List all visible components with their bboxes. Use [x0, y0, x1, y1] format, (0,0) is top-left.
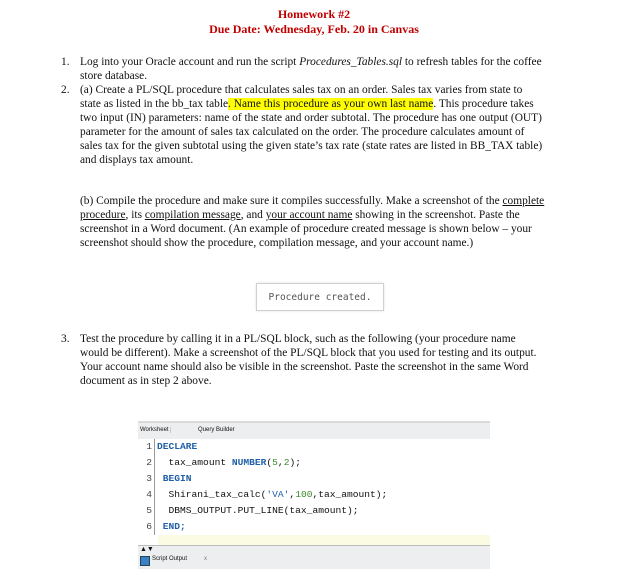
sql-developer-screenshot [138, 421, 552, 568]
highlighted-instruction: . Name this procedure as your own last name [228, 98, 434, 110]
tab-query-builder: Query Builder [170, 427, 235, 433]
item2-line: parameter for the amount of sales tax calculated on the order. The procedure calculates amount of [80, 126, 525, 138]
list-number: 2. [61, 84, 70, 96]
code-line: 6 END; [138, 519, 186, 535]
editor-tabs [138, 421, 490, 439]
script-output-bar [138, 545, 490, 569]
code-editor [138, 439, 490, 545]
code-line: 4 Shirani_tax_calc('VA',100,tax_amount); [138, 487, 387, 503]
item2-line: sales tax for the given subtotal using the given state’s tax rate (state rates are listed in BB_TAX table) [80, 140, 543, 152]
item2-line: (a) Create a PL/SQL procedure that calculates sales tax on an order. Sales tax varies from state to [80, 84, 523, 96]
splitter-arrows-icon: ▲▼ [140, 546, 154, 553]
tab-script-output: Script Output [152, 556, 188, 562]
tab-worksheet: Worksheet [140, 427, 169, 433]
item1-line: Log into your Oracle account and run the script Procedures_Tables.sql to refresh tables for the coffee [80, 56, 542, 68]
procedure-created-example: Procedure created. [256, 283, 384, 311]
current-line-highlight [158, 535, 490, 545]
code-line: 1 DECLARE [138, 439, 197, 455]
homework-title: Homework #2 [277, 7, 351, 21]
list-number: 1. [61, 56, 70, 68]
item2b-line: screenshot should show the procedure, compilation message, and your account name.) [80, 237, 474, 249]
item3-line: document as in step 2 above. [80, 375, 212, 387]
item1-line: store database. [80, 70, 148, 82]
code-line: 5 DBMS_OUTPUT.PUT_LINE(tax_amount); [138, 503, 359, 519]
code-line: 2 tax_amount NUMBER(5,2); [138, 455, 301, 471]
item2b-line: (b) Compile the procedure and make sure it compiles successfully. Make a screenshot of the complete [80, 195, 545, 207]
close-icon: x [204, 556, 207, 562]
item2b-line: procedure, its compilation message, and your account name showing in the screenshot. Paste the [80, 209, 520, 221]
item3-line: Test the procedure by calling it in a PL/SQL block, such as the following (your procedure name [80, 333, 516, 345]
item2-line: and displays tax amount. [80, 154, 194, 166]
item2b-line: screenshot in a Word document. (An example of procedure created message is shown below – your [80, 223, 532, 235]
script-output-icon [140, 556, 150, 566]
due-date: Due Date: Wednesday, Feb. 20 in Canvas [209, 22, 419, 36]
item2-line: two input (IN) parameters: name of the state and order subtotal. The procedure has one output (OUT) [80, 112, 542, 124]
item3-line: Your account name should also be visible in the screenshot. Paste the screenshot in the same Word [80, 361, 529, 373]
item3-line: would be different). Make a screenshot of the PL/SQL block that you used for testing and its output. [80, 347, 537, 359]
item2-line: state as listed in the bb_tax table. Name this procedure as your own last name. This procedure takes [80, 98, 534, 110]
list-number: 3. [61, 333, 70, 345]
code-line: 3 BEGIN [138, 471, 192, 487]
